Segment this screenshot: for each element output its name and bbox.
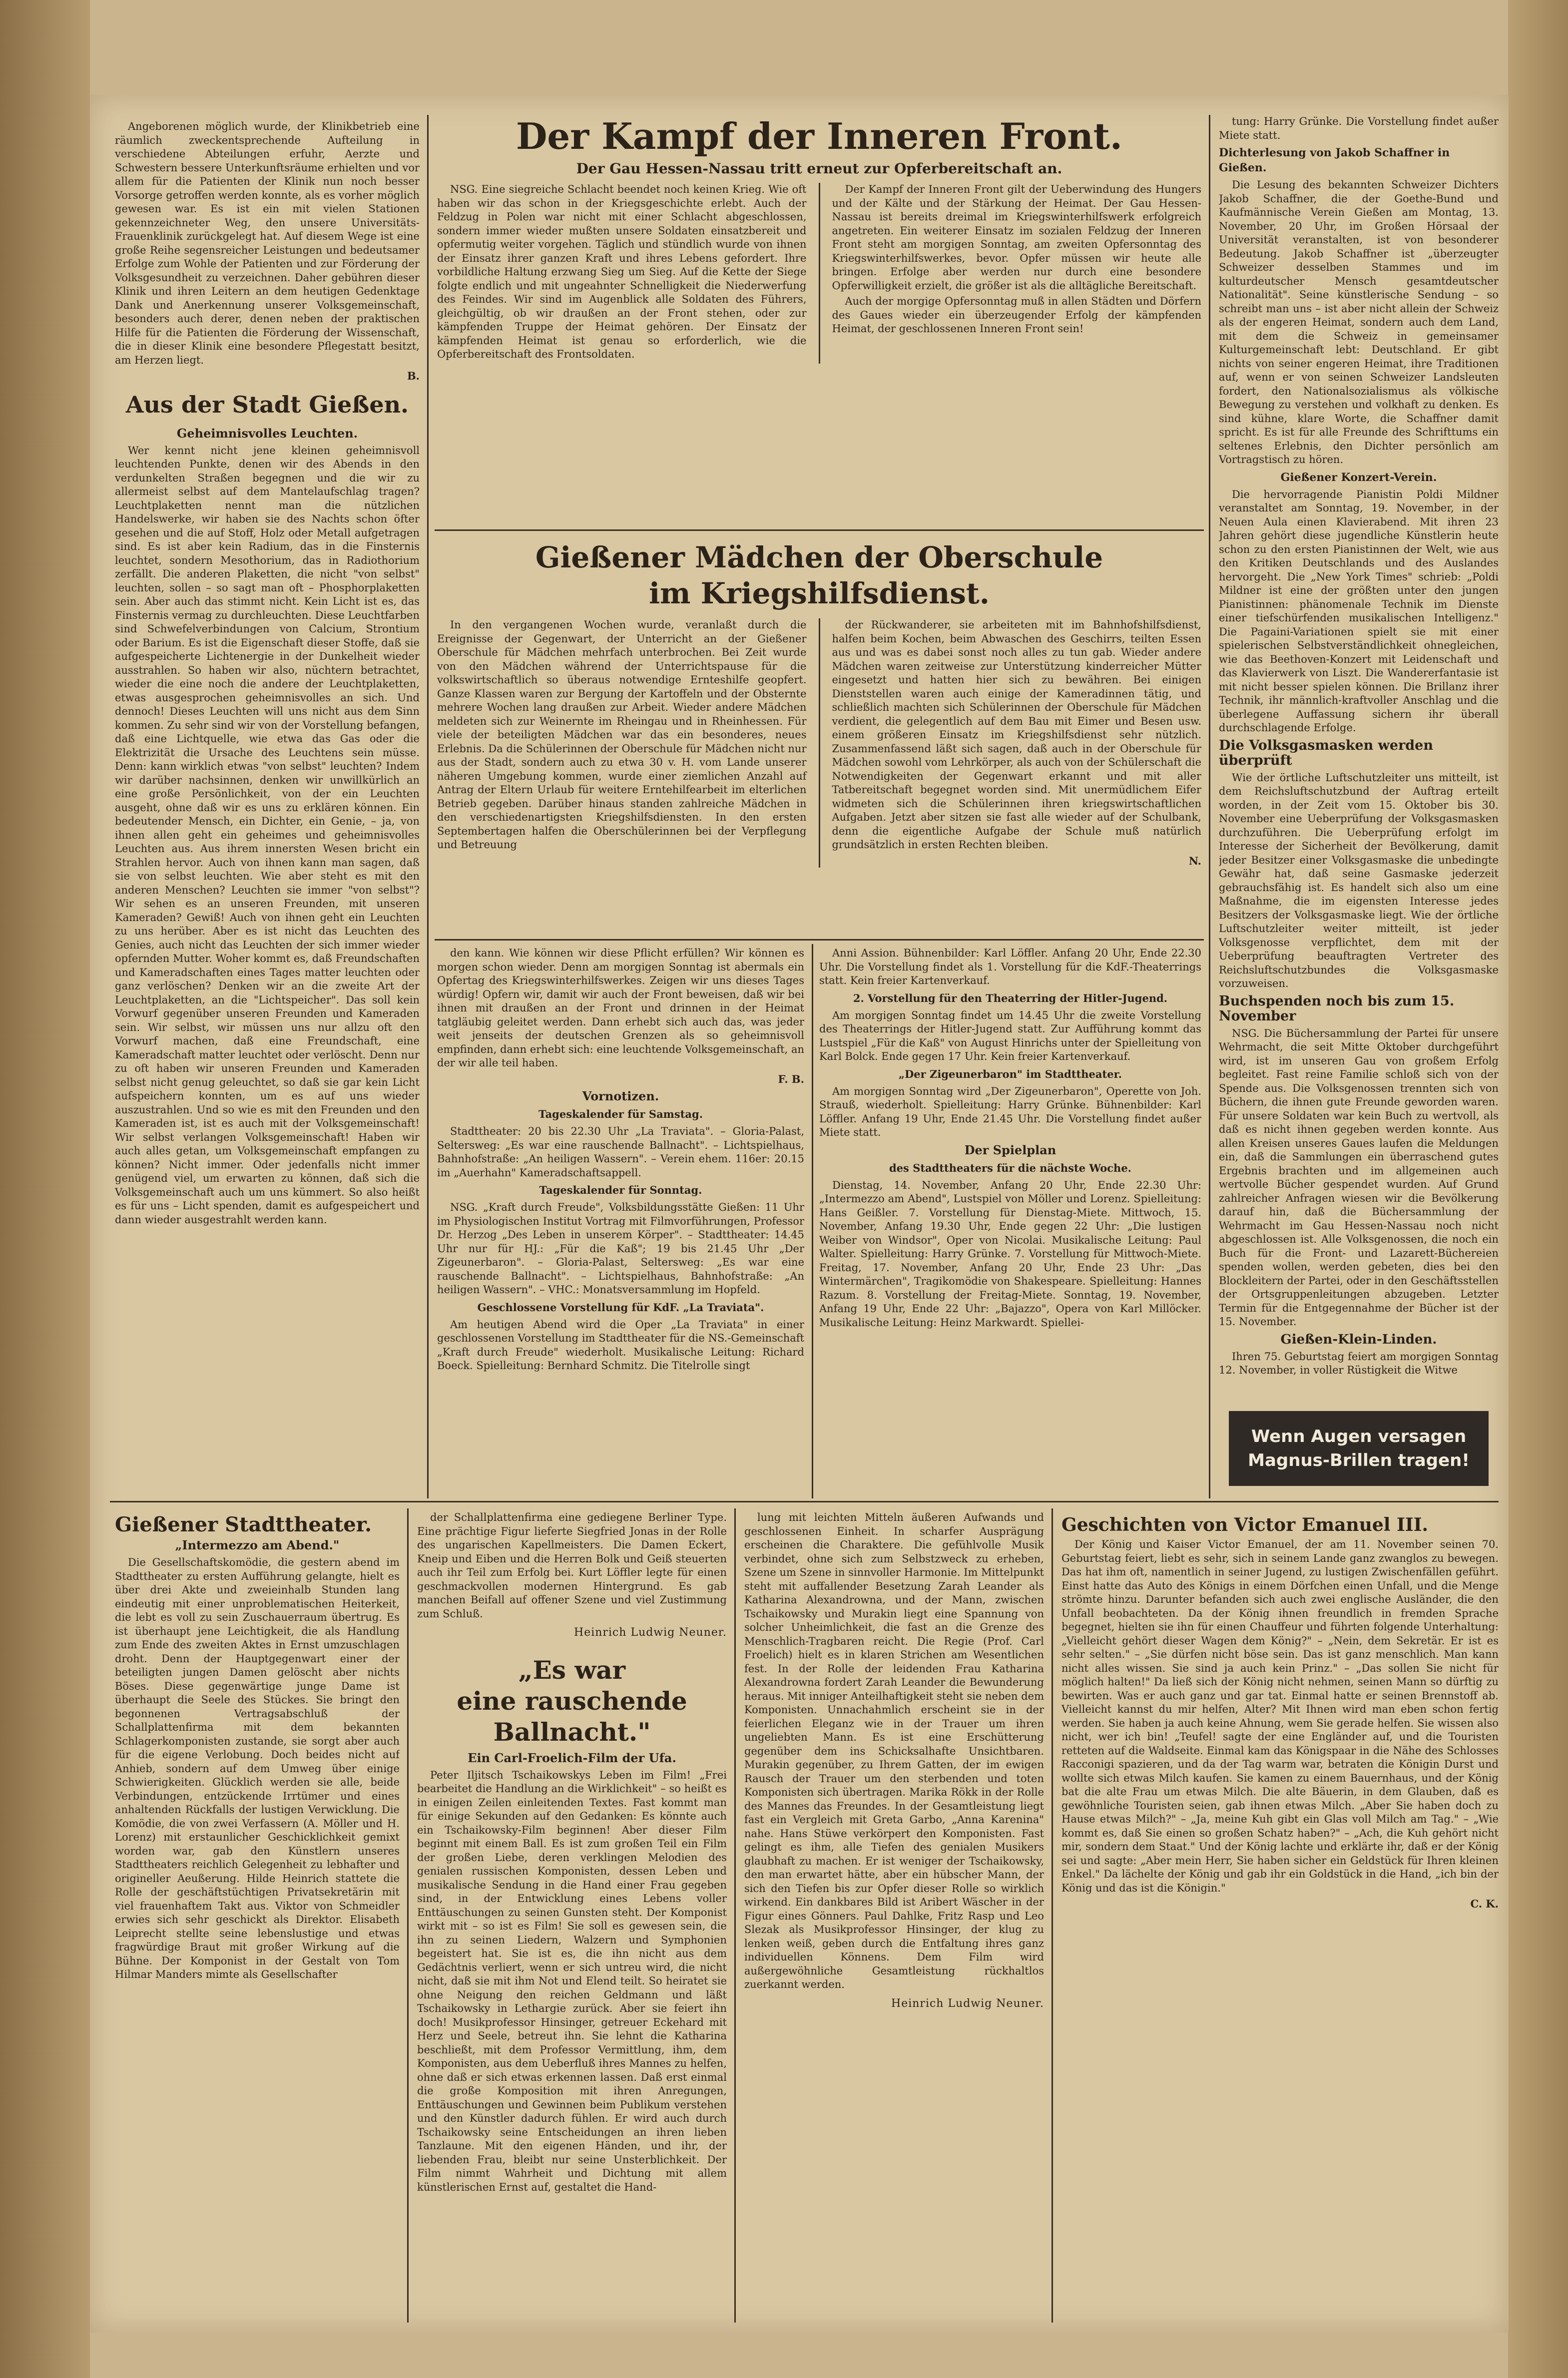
ad-line-1: Wenn Augen versagen — [1251, 1427, 1467, 1446]
calendar-sunday-title: Tageskalender für Sonntag. — [539, 1184, 702, 1196]
emanuel-title: Geschichten von Victor Emanuel III. — [1061, 1514, 1429, 1535]
film-review-byline: Heinrich Ludwig Neuner. — [891, 1997, 1044, 2010]
gasmask-body: Wie der örtliche Luftschutzleiter uns mitteilt, ist dem Reichsluftschutzbund der Auftrag erteilt worden, in der Zeit vom 15. Oktober bis 30. November eine Ueberprüfung der Volksgasmasken durchzuführen. Die Ueberprüfung erfolgt im Interesse der Sicherheit der Bevölkerung, damit jeder Besitzer einer Volksgasmaske die unbedingte Gewähr hat, daß seine Gasmaske jederzeit gebrauchsfähig ist. Es handelt sich also um eine Maßnahme, die im eigensten Interesse jedes Besitzers der Volksgasmaske liegt. Wie der örtliche Luftschutzleiter weiter mitteilt, ist jeder Volksgenosse verpflichtet, dem mit der Ueberprüfung beauftragten Vertreter des Reichsluftschutzbundes die Volksgasmaske vorzuweisen. — [1219, 771, 1499, 989]
film-subtitle: Ein Carl-Froelich-Film der Ufa. — [468, 1750, 676, 1765]
notes-title: Vornotizen. — [582, 1089, 659, 1103]
girls-school-col1: In den vergangenen Wochen wurde, veranlaßt durch die Ereignisse der Gegenwart, der Unterricht an der Gießener Oberschule für Mädchen mehrfach unterbrochen. Bei Zeit wurde von den Mädchen während der Unterrichtspause für die volkswirtschaftlich so überaus notwendige Ernteshilfe geopfert. Ganze Klassen waren zur Bergung der Kartoffeln und der Obsternte mehrere Wochen lang draußen zur Arbeit. Wieder andere Mädchen meldeten sich zur Weinernte im Rheingau und in Rheinhessen. Für viele der beteiligten Mädchen war das ein besonderes, neues Erlebnis. Da die Schülerinnen der Oberschule für Mädchen nicht nur aus der Stadt, sondern auch zu etwa 30 v. H. vom Lande unserer näheren Umgebung kommen, wurde einer ziemlichen Anzahl auf Antrag der Eltern Urlaub für weitere Erntehilfearbeit im elterlichen Betrieb gegeben. Darüber hinaus standen zahlreiche Mädchen in den verschiedenartigsten Kriegshilfsdiensten. In den ersten Septembertagen halfen die Oberschülerinnen bei der Verpflegung und Betreuung — [437, 619, 807, 851]
section-rule — [435, 939, 1204, 941]
film-review-col2: lung mit leichten Mitteln äußeren Aufwands und geschlossenen Einheit. In scharfer Ausprägung erscheinen die Charaktere. Die gefühlvolle Musik verbindet, ohne sich zum Selbstzweck zu erheben, Szene um Szene in sinnvoller Harmonie. Im Mittelpunkt steht mit auffallender Besetzung Zarah Leander als Katharina Alexandrowna, und der Mann, zwischen Tschaikowsky und Murakin liegt eine Spannung von solcher Unheimlichkeit, die fast an die Grenze des Menschlich-Tragbaren reicht. Die Regie (Prof. Carl Froelich) hielt es in klaren Strichen am Wesentlichen fest. In der Rolle der leidenden Frau Katharina Alexandrowna fordert Zarah Leander die Bewunderung heraus. Mit inniger Anteilhaftigkeit steht sie neben dem Komponisten. Unnachahmlich erscheint sie in der feierlichen Eleganz wie in der Trauer um ihren ungeliebten Mann. Es ist eine Erschütterung gegenüber dem ins Schicksalhafte Unsichtbaren. Murakin gegenüber, zu Ihrem Gatten, der im ewigen Rausch der Trauer um den sterbenden und toten Komponisten sich übertragen. Marika Rökk in der Rolle des Mannes das Freundes. In der Gesamtleistung liegt fast ein Vergleich mit Greta Garbo, „Anna Karenina" nahe. Hans Stüwe verkörpert den Komponisten. Fast gelingt es ihm, alle Tiefen des genialen Musikers glaubhaft zu machen. Er ist weniger der Tschaikowsky, den man erwartet hätte, aber ein hübscher Mann, der sich den Tiefen bis zur Opfer dieser Rolle so wirklich wirkend. Ein dankbares Bild ist Aribert Wäscher in der Figur eines Gönners. Paul Dahlke, Fritz Rasp und Leo Slezak als Musikprofessor Hinsinger, der klug zu lenken weiß, geben durch die Entfaltung ihres ganz individuellen Könnens. Dem Film wird außergewöhnliche Gesamtleistung rückhaltlos zuerkannt werden. — [744, 1511, 1044, 1990]
front-article-subtitle: Der Gau Hessen-Nassau tritt erneut zur Opferbereitschaft an. — [576, 160, 1062, 177]
closed-performance-body: Am heutigen Abend wird die Oper „La Traviata" in einer geschlossenen Vorstellung im Stadttheater für die NS.-Gemeinschaft „Kraft durch Freude" wiederholt. Musikalische Leitung: Richard Boeck. Spielleitung: Bernhard Schmitz. Die Titelrolle singt — [437, 1318, 804, 1372]
front-article-col2b: Auch der morgige Opfersonntag muß in allen Städten und Dörfern des Gaues wieder ein überzeugender Erfolg der kämpfenden Heimat, der geschlossenen Inneren Front sein! — [832, 295, 1201, 335]
program-title: Der Spielplan — [964, 1142, 1056, 1157]
glow-signature: F. B. — [778, 1072, 804, 1085]
theater-review-subtitle: „Intermezzo am Abend." — [175, 1538, 340, 1552]
youth-performance-title: 2. Vorstellung für den Theaterring der Hitler-Jugend. — [853, 991, 1168, 1004]
calendar-saturday-title: Tageskalender für Samstag. — [538, 1108, 703, 1120]
program-continued: tung: Harry Grünke. Die Vorstellung findet außer Miete statt. — [1219, 115, 1499, 141]
ad-line-2: Magnus-Brillen tragen! — [1248, 1450, 1470, 1470]
column-rule — [407, 1508, 409, 2323]
column-rule — [812, 944, 813, 1498]
clinic-article-end: Angeborenen möglich wurde, der Klinikbetrieb eine räumlich zweckentsprechende Aufteilung in verschiedene Abteilungen erfuhr, Aerzte und Schwestern bessere Unterkunftsräume erhielten und vor allem für die Patienten der Klinik nun noch besser Vorsorge getroffen werden konnte, als es vorher möglich gewesen war. Es ist ein mit vielen Stationen gekennzeichneter Weg, den unsere Universitäts-Frauenklinik zurückgelegt hat. Auf diesem Wege ist eine große Reihe segensreicher Leistungen und bedeutsamer Erfolge zum Wohle der Patienten und zur Förderung der Volksgesundheit zu verzeichnen. Daher gebühren dieser Klinik und ihren Leitern an dem heutigen Gedenktage Dank und Anerkennung unserer Volksgemeinschaft, besonders auch derer, denen neben der praktischen Hilfe für die Patienten die Förderung der Wissenschaft, die in dieser Klinik eine besondere Pflegestatt besitzt, am Herzen liegt. — [115, 120, 420, 366]
column-rule — [1051, 1508, 1053, 2323]
page-binding-shadow — [0, 0, 90, 2378]
left-column — [115, 120, 420, 1496]
newspaper-page — [90, 95, 1509, 2333]
youth-performance-body: Am morgigen Sonntag findet um 14.45 Uhr die zweite Vorstellung des Theaterrings der Hitler-Jugend statt. Zur Aufführung kommt das Lustspiel „Für die Kaß" von August Hinrichs unter der Spielleitung von Karl Bolck. Ende gegen 17 Uhr. Kein freier Kartenverkauf. — [819, 1009, 1201, 1062]
magnus-glasses-ad — [1229, 1411, 1489, 1486]
concert-body: Die hervorragende Pianistin Poldi Mildner veranstaltet am Sonntag, 19. November, in der Neuen Aula einen Klavierabend. Mit ihren 23 Jahren gehört diese jugendliche Künstlerin heute schon zu den ersten Pianistinnen der Welt, wie aus den Kritiken Deutschlands und des Auslandes hervorgeht. Die „New York Times" schrieb: „Poldi Mildner ist eine der größten unter den jungen Pianistinnen: phänomenale Technik im Dienste einer tiefschürfenden musikalischen Intelligenz." Die Pagaini-Variationen spielt sie mit einer spielerischen Selbstverständlichkeit ohnegleichen, wie das Beethoven-Konzert mit Leidenschaft und das Klavierwerk von Liszt. Die Wandererfantasie ist mit nicht besser spielen können. Die Brillanz ihrer Technik, ihr männlich-kraftvoller Anschlag und die überlegene Auffassung sichern ihr überall durchschlagende Erfolge. — [1219, 488, 1499, 734]
emanuel-signature: C. K. — [1470, 1898, 1499, 1910]
front-article — [437, 115, 1201, 524]
clinic-signature: B. — [407, 370, 420, 382]
page-fold-rule — [110, 1501, 1499, 1502]
emanuel-article — [1061, 1511, 1499, 2320]
gypsy-baron-body: Am morgigen Sonntag wird „Der Zigeunerbaron", Operette von Joh. Strauß, wiederholt. Spielleitung: Harry Grünke. Bühnenbilder: Karl Löffler. Anfang 19 Uhr, Ende 21.45 Uhr. Die Vorstellung findet außer Miete statt. — [819, 1085, 1201, 1138]
section-rule — [435, 529, 1204, 531]
film-title-1: „Es war — [518, 1655, 626, 1685]
girls-school-title-1: Gießener Mädchen der Oberschule — [535, 540, 1103, 574]
film-title-2: eine rauschende Ballnacht." — [457, 1686, 687, 1747]
right-column — [1219, 115, 1499, 1424]
front-article-title: Der Kampf der Inneren Front. — [516, 115, 1122, 157]
film-review-cont — [744, 1511, 1044, 2320]
gasmask-title: Die Volksgasmasken werden überprüft — [1219, 737, 1433, 768]
books-body: NSG. Die Büchersammlung der Partei für unsere Wehrmacht, die seit Mitte Oktober durchgeführt wird, ist im unseren Gau von großem Erfolg begleitet. Fast reine Familie schloß sich von der Spende aus. Die Volksgenossen trennten sich von Büchern, die ihnen gute Freunde geworden waren. Für unsere Soldaten war kein Buch zu wertvoll, als daß es nicht ihnen gegeben werden konnte. Aus allen Kreisen unseres Gaues laufen die Meldungen ein, daß die Sammlungen ein überraschend gutes Ergebnis brachten und im allgemeinen auch wertvolle Bücher gespendet wurden. Auf Grund zahlreicher Anfragen wiesen wir die Bevölkerung darauf hin, daß die Büchersammlung der Wehrmacht im Gau Hessen-Nassau noch nicht abgeschlossen ist. Alle Volksgenossen, die noch ein Buch für die Front- und Lazarett-Büchereien spenden wollen, werden gebeten, dies bei den Blockleitern der Partei, oder in den Geschäftsstellen der Ortsgruppenleitungen abzugeben. Letzter Termin für die Entgegennahme der Bücher ist der 15. November. — [1219, 1027, 1499, 1328]
klein-linden-body: Ihren 75. Geburtstag feiert am morgigen Sonntag 12. November, in voller Rüstigkeit die Witwe — [1219, 1350, 1499, 1376]
theater-review-cont — [417, 1511, 727, 2320]
glow-article-continued: den kann. Wie können wir diese Pflicht erfüllen? Wir können es morgen schon wieder. Denn am morgigen Sonntag ist abermals ein Opfertag des Kriegswinterhilfswerkes. Zeigen wir uns dieses Tages würdig! Opfern wir, damit wir auch der Front beweisen, daß wir bei ihnen mit draußen an der Front und drinnen in der Heimat tatgläubig geleitet werden. Dann erhebt sich auch das, was jeder weit jenseits der deutschen Grenzen als so geheimnisvoll empfinden, dann erhebt sich: eine leuchtende Volksgemeinschaft, an der wir alle teil haben. — [437, 947, 804, 1069]
girls-school-article — [437, 539, 1201, 979]
column-rule — [427, 115, 429, 1498]
calendar-saturday: Stadttheater: 20 bis 22.30 Uhr „La Traviata". – Gloria-Palast, Seltersweg: „Es war eine rauschende Ballnacht". – Lichtspielhaus, Bahnhofstraße: „An heiligen Wassern". – Verein ehem. 116er: 20.15 im „Auerhahn" Kameradschaftsappell. — [437, 1125, 804, 1179]
klein-linden-title: Gießen-Klein-Linden. — [1280, 1332, 1437, 1347]
notes-column — [437, 947, 804, 1496]
girls-school-title-2: im Kriegshilfsdienst. — [649, 576, 990, 610]
front-article-col2: Der Kampf der Inneren Front gilt der Ueberwindung des Hungers und der Kälte und der Stärkung der Heimat. Der Gau Hessen-Nassau ist bereits dreimal im Kriegswinterhilfswerk erfolgreich angetreten. Ein weiterer Einsatz im sozialen Feldzug der Inneren Front steht am morgigen Sonntag, am zweiten Opfersonntag des Kriegswinterhilfswerkes, bevor. Opfer müssen wir heute alle bringen. Erfolge aber werden nur durch eine besondere Opferwilligkeit erzielt, die größer ist als die alltägliche Bereitschaft. — [832, 183, 1201, 292]
section-title-city: Aus der Stadt Gießen. — [125, 391, 409, 418]
column-rule — [734, 1508, 736, 2323]
theater-review-body: Die Gesellschaftskomödie, die gestern abend im Stadttheater zu ersten Aufführung gelangte, hielt es über drei Akte und zweieinhalb Stunden lang eindeutig mit einer unproblematischen Heiterkeit, die lebt es voll zu sein Zuschauerraum übertrug. Es ist überhaupt jene Leichtigkeit, die als Handlung zum Ende des zweiten Aktes in Ernst umzuschlagen droht. Denn der Hauptgegenwart einer der beteiligten jungen Damen gelöscht aber nichts Böses. Diese gegenwärtige junge Dame ist überhaupt die Seele des Stückes. Sie bringt den begonnenen Vertragsabschluß der Schallplattenfirma mit dem bekannten Schlagerkomponisten zustande, sie sorgt aber auch für die eigene Verlobung. Doch beides nicht auf Anhieb, sondern auf dem Umweg über einige Schwierigkeiten. Glücklich werden sie alle, beide Verbindungen, entzückende Irrtümer und eines anhaltenden Rückfalls der lustigen Verwicklung. Die Komödie, die von zwei Verfassern (A. Möller und H. Lorenz) mit erstaunlicher Geschicklichkeit gemixt worden war, gab den Künstlern unseres Stadttheaters reichlich Gelegenheit zu lebhafter und origineller Aeußerung. Hilde Heinrich stattete die Rolle der geschäftstüchtigen Privatsekretärin mit viel frauenhaftem Takt aus. Viktor von Schmeidler erwies sich sehr geschickt als Direktor. Elisabeth Leiprecht stellte seine lebenslustige und etwas fragwürdige Braut mit großer Wirkung auf die Bühne. Der Komponist in der Gestalt von Tom Hilmar Manders mimte als Gesellschafter — [115, 1556, 400, 1980]
books-title: Buchspenden noch bis zum 15. November — [1219, 993, 1455, 1024]
calendar-sunday: NSG. „Kraft durch Freude", Volksbildungsstätte Gießen: 11 Uhr im Physiologischen Institut Vortrag mit Filmvorführungen, Professor Dr. Herzog „Des Leben in unserem Körper". – Stadttheater: 14.45 Uhr nur für HJ.: „Für die Kaß"; 19 bis 21.45 Uhr „Der Zigeunerbaron". – Gloria-Palast, Seltersweg: „Es war eine rauschende Ballnacht". – Lichtspielhaus, Bahnhofstraße: „An heiligen Wassern". – VHC.: Monatsversammlung im Hopfeld. — [437, 1201, 804, 1296]
reading-title: Dichterlesung von Jakob Schaffner in Gießen. — [1219, 146, 1450, 174]
girls-school-signature: N. — [1188, 854, 1201, 867]
theater-notes-column — [819, 947, 1201, 1496]
emanuel-body: Der König und Kaiser Victor Emanuel, der am 11. November seinen 70. Geburtstag feiert, liebt es sehr, sich in seinem Lande ganz zwanglos zu bewegen. Das hat ihm oft, namentlich in seiner Jugend, zu lustigen Zwischenfällen geführt. Einst hatte das Auto des Königs in einem Dörfchen einen Unfall, und die Menge strömte hinzu. Darunter befanden sich auch zwei englische Ausländer, die den Unfall beobachteten. Da der König ihnen freundlich in fremden Sprache begegnet, hielten sie ihn für einen Chauffeur und führten folgende Unterhaltung: „Vielleicht gehört dieser Wagen dem König?" – „Nein, dem Sekretär. Er ist es sehr selten." – „Sie dürfen nicht böse sein. Das ist ganz menschlich. Man kann nicht alles wissen. Sie sind ja auch kein Prinz." – „Das sollen Sie nicht für möglich halten!" Da ließ sich der König nicht nehmen, seinen Mann so dürftig zu bewirten. Was er auch ganz und gar tat. Einmal hatte er seinen Brennstoff ab. Vielleicht kannst du mir helfen, Alter? Mit Ihnen wird man eben schon fertig werden. Sie haben ja auch keine Ahnung, wem Sie gerade helfen. Sie wissen also nicht, wer ich bin! „Teufel! sagte der eine Engländer auf, und die Touristen retteten auf die Waldseite. Einmal kam das Königspaar in die Nähe des Schlosses Racconigi spazieren, und da der Tag warm war, betraten die Königin Durst und wollte sich etwas Milch kaufen. Sie kamen zu einem Bauernhaus, und der König bat die alte Frau um etwas Milch. Die alte Bäuerin, in dem Glauben, daß es gewöhnliche Touristen seien, gab ihnen etwas Milch. „Aber Sie haben doch zu Hause etwas Milch?" – „Ja, meine Kuh gibt ein Glas voll Milch am Tag." – „Wie kommt es, daß Sie einen so großen Schatz haben?" – „Ach, die Kuh gehört nicht mir, sondern dem Staat." Und der König lachte und erklärte ihr, daß er der König sei und sagte: „Aber mein Herr, Sie haben sicher ein Geldstück für Ihren kleinen Enkel." Da lächelte der König und gab ihr ein Goldstück in die Hand, „ich bin der König und das ist die Königin." — [1061, 1538, 1499, 1894]
concert-title: Gießener Konzert-Verein. — [1280, 471, 1437, 484]
gypsy-baron-title: „Der Zigeunerbaron" im Stadttheater. — [898, 1067, 1122, 1080]
page-edge — [1508, 0, 1568, 2378]
theater-review-title: Gießener Stadttheater. — [115, 1513, 372, 1536]
glow-article-title: Geheimnisvolles Leuchten. — [176, 426, 358, 441]
column-rule — [1209, 115, 1210, 1498]
program-body: Dienstag, 14. November, Anfang 20 Uhr, Ende 22.30 Uhr: „Intermezzo am Abend", Lustspiel von Möller und Lorenz. Spielleitung: Hans Geißler. 7. Vorstellung für Dienstag-Miete. Mittwoch, 15. November, Anfang 19.30 Uhr, Ende gegen 22 Uhr: „Die lustigen Weiber von Windsor", Oper von Nicolai. Musikalische Leitung: Paul Walter. Spielleitung: Harry Grünke. 7. Vorstellung für Mittwoch-Miete. Freitag, 17. November, Anfang 20 Uhr, Ende 23 Uhr: „Das Wintermärchen", Tragikomödie von Shakespeare. Spielleitung: Hannes Razum. 8. Vorstellung der Freitag-Miete. Sonntag, 19. November, Anfang 19 Uhr, Ende 22 Uhr: „Bajazzo", Opera von Karl Millöcker. Musikalische Leitung: Heinz Markwardt. Spiellei- — [819, 1179, 1201, 1329]
theater-review — [115, 1511, 400, 2320]
theater-review-byline: Heinrich Ludwig Neuner. — [574, 1626, 727, 1639]
glow-article-body: Wer kennt nicht jene kleinen geheimnisvoll leuchtenden Punkte, denen wir des Abends in den verdunkelten Straßen begegnen und die wir zu allermeist selbst auf dem Mantelaufschlag tragen? Leuchtplaketten nennt man die nützlichen Handelswerke, wir haben sie des Nachts schon öfter gesehen und die auf Stoff, Holz oder Metall aufgetragen sind. Es ist aber kein Radium, das in die Finsternis leuchtet, sondern Mesothorium, das in Radiothorium zerfällt. Die anderen Plaketten, die nicht "von selbst" leuchten, sollen – so sagt man oft – Phosphorplaketten sein. Aber auch das stimmt nicht. Kein Licht ist es, das Finsternis vermag zu durchleuchten. Diese Leuchtfarben sind Schwefelverbindungen von Calcium, Strontium oder Barium. Es ist die Eigenschaft dieser Stoffe, daß sie aufgespeicherte Lichtenergie in der Dunkelheit wieder ausstrahlen. So haben wir also, nüchtern betrachtet, wieder die eine noch die andere der Leuchtplaketten, etwas ausgesprochen geheimnisvolles an sich. Und dennoch! Dieses Leuchten will uns nicht aus dem Sinn kommen. Zu sehr sind wir von der Vorstellung befangen, daß eine Lichtquelle, wie etwa das Gas oder die Elektrizität die Ursache des Leuchtens sein müsse. Denn: kann wirklich etwas "von selbst" leuchten? Indem wir darüber nachsinnen, denken wir unwillkürlich an eine große Persönlichkeit, von der ein Leuchten ausgeht, ohne daß wir es uns zu erklären können. Ein bedeutender Mensch, ein Dichter, ein Genie, – ja, von ihnen allen geht ein geheimes und geheimnisvolles Leuchten aus. Aus ihrem innersten Wesen bricht ein Strahlen hervor. Auch von ihnen kann man sagen, daß sie von selbst leuchten. Wie aber steht es mit den anderen Menschen? Leuchten sie immer "von selbst"? Wir sehen es an unseren Freunden, mit unseren Kameraden? Gewiß! Auch von ihnen geht ein Leuchten zu uns herüber. Aber es ist nicht das Leuchten des Genies, auch nicht das Leuchten der sich immer wieder opfernden Mutter. Woher kommt es, daß Freundschaften und Kameradschaften eines Tages matter leuchten oder ganz verlöschen? Denken wir an die zweite Art der Leuchtplaketten, an die "Lichtspeicher". Das soll kein Vorwurf gegenüber unseren Freunden und Kameraden sein. Wir selbst, wir müssen uns nur allzu oft den Vorwurf machen, daß eine Freundschaft, eine Kameradschaft matter leuchtet oder verlöscht. Denn nur zu oft haben wir unseren Freunden und Kameraden selbst nicht genug geleuchtet, so daß sie gar kein Licht aufspeichern konnten, um es auf uns wieder auszustrahlen. Und so wie es mit den Freunden und den Kameraden ist, ist es auch mit der Volksgemeinschaft! Wir selbst verlangen Volksgemeinschaft! Haben wir auch alles getan, um Volksgemeinschaft empfangen zu können? Nicht immer. Oder jedenfalls nicht immer genügend viel, um erwarten zu können, daß sich die Volksgemeinschaft auch um uns kümmert. So also heißt es für uns – Licht spenden, damit es aufgespeichert und dann wieder ausgestrahlt werden kann. — [115, 444, 420, 1226]
closed-performance-title: Geschlossene Vorstellung für KdF. „La Traviata". — [477, 1301, 764, 1314]
girls-school-col2: der Rückwanderer, sie arbeiteten mit im Bahnhofshilfsdienst, halfen beim Kochen, beim Abwaschen des Geschirrs, teilten Essen aus und was es dabei sonst noch alles zu tun gab. Wieder andere Mädchen waren zeitweise zur Unterstützung kinderreicher Mütter eingesetzt und hatten hier sich zu bewähren. Bei einigen Dienststellen waren auch einige der Kameradinnen tätig, und schließlich machten sich Schülerinnen der Oberschule für Mädchen verdient, die gelegentlich auf dem Bau mit Eimer und Besen usw. einem größeren Einsatz im Kriegshilfsdienst sehr nützlich. Zusammenfassend läßt sich sagen, daß auch in der Oberschule für Mädchen sowohl vom Lehrkörper, als auch von der Schülerschaft die Notwendigkeiten der Gegenwart erkannt und mit aller Tatbereitschaft begegnet worden sind. Mit unermüdlichem Eifer widmeten sich die Schülerinnen ihren kriegswirtschaftlichen Aufgaben. Jetzt aber sitzen sie fast alle wieder auf der Schulbank, denn die eigentliche Aufgabe der Schule muß natürlich grundsätzlich in ersten Rechten bleiben. — [832, 619, 1201, 851]
traviata-cast: Anni Assion. Bühnenbilder: Karl Löffler. Anfang 20 Uhr, Ende 22.30 Uhr. Die Vorstellung findet als 1. Vorstellung für die KdF.-Theaterrings statt. Kein freier Kartenverkauf. — [819, 947, 1201, 986]
film-review-col1: Peter Iljitsch Tschaikowskys Leben im Film! „Frei bearbeitet die Handlung an die Wirklichkeit" – so heißt es in einigen Zeilen einleitenden Textes. Fast kommt man für einige Sekunden auf den Gedanken: Es könnte auch ein Tschaikowsky-Film beginnen! Aber dieser Film beginnt mit einem Ball. Es ist zum großen Teil ein Film der großen Liebe, deren verklingen Melodien des genialen russischen Komponisten, dessen Leben und musikalische Sendung in die Hand einer Frau gegeben sind, in der Entwicklung eines Lebens voller Enttäuschungen zu seinen Gunsten steht. Der Komponist wirkt mit – so ist es Film! Sie soll es gewesen sein, die ihn zu seinen Liedern, Walzern und Symphonien begeistert hat. Sie ist es, die ihn nicht aus dem Gedächtnis verliert, wenn er sich untreu wird, die nicht nicht, daß sie mit ihm Not und Elend teilt. So heiratet sie ohne Neigung den reichen Geldmann und läßt Tschaikowsky in Lethargie zurück. Aber sie feiert ihn doch! Musikprofessor Hinsinger, getreuer Eckehard mit Herz und Seele, betreut ihn. Sie lehnt die Katharina beschließt, mit dem Professor Vermittlung, ihm, dem Komponisten, aus dem Ueberfluß ihres Mannes zu helfen, ohne daß er sich etwas erkennen lassen. Daß erst einmal die große Komposition mit ihren Anregungen, Enttäuschungen und Gewinnen beim Publikum verstehen und den Künstler dadurch fühlen. Er wird auch durch Tschaikowsky seine Entscheidungen an ihren lieben Tanzlaune. Mit den eigenen Händen, und ihr, der liebenden Frau, bleibt nur seine Unsterblichkeit. Der Film nimmt Wahrheit und Dichtung mit allem künstlerischen Ernst auf, gestaltet die Hand- — [417, 1769, 727, 2193]
program-subtitle: des Stadttheaters für die nächste Woche. — [889, 1161, 1131, 1174]
reading-body: Die Lesung des bekannten Schweizer Dichters Jakob Schaffner, die der Goethe-Bund und Kaufmännische Verein Gießen am Montag, 13. November, 20 Uhr, im Großen Hörsaal der Universität veranstalten, ist von besonderer Bedeutung. Jakob Schaffner ist „überzeugter Schweizer desselben Stammes und im kulturdeutscher Mensch gesamtdeutscher Nationalität". Seine künstlerische Sendung – so schreibt man uns – ist aber nicht allein der Schweiz als der engeren Heimat, sondern auch dem Land, mit dem die Schweiz in gemeinsamer Kulturgemeinschaft lebt: Deutschland. Er gibt nichts von seiner engeren Heimat, ihre Traditionen auf, wenn er von seinen Schweizer Landsleuten fordert, den Nationalsozialismus als völkische Bewegung zu verstehen und volkhaft zu denken. Es sind kühne, klare Worte, die Schaffner damit spricht. Es ist für alle Freunde des Schrifttums ein seltenes Erlebnis, den Dichter persönlich am Vortragstisch zu hören. — [1219, 179, 1499, 466]
theater-review-body-2: der Schallplattenfirma eine gediegene Berliner Type. Eine prächtige Figur lieferte Siegfried Jonas in der Rolle des ungarischen Kapellmeisters. Die Damen Eckert, Kneip und Eiben und die Herren Bolk und Geiß steuerten auch ihr Teil zum Erfolg bei. Kurt Löffler legte für einen geschmackvollen modernen Hintergrund. Es gab manchen Beifall auf offener Szene und viel Zustimmung zum Schluß. — [417, 1511, 727, 1620]
front-article-col1: NSG. Eine siegreiche Schlacht beendet noch keinen Krieg. Wie oft haben wir das schon in der Kriegsgeschichte erlebt. Auch der Feldzug in Polen war nicht mit einer Schlacht abgeschlossen, sondern immer wieder mußten unsere Soldaten einsatzbereit und opfermutig weiter vorgehen. Täglich und stündlich wurde von ihnen der Einsatz ihrer ganzen Kraft und ihres Lebens gefordert. Ihre vorbildliche Haltung erzwang Sieg um Sieg. Auf die Kette der Siege folgte endlich und mit ungeahnter Schnelligkeit die Niederwerfung des Feindes. Wir sind im Augenblick alle Soldaten des Führers, gleichgültig, ob wir draußen an der Front stehen, oder zur kämpfenden Truppe der Heimat gehören. Der Einsatz der kämpfenden Heimat ist genau so erforderlich, wie die Opferbereitschaft des Frontsoldaten. — [437, 183, 807, 360]
